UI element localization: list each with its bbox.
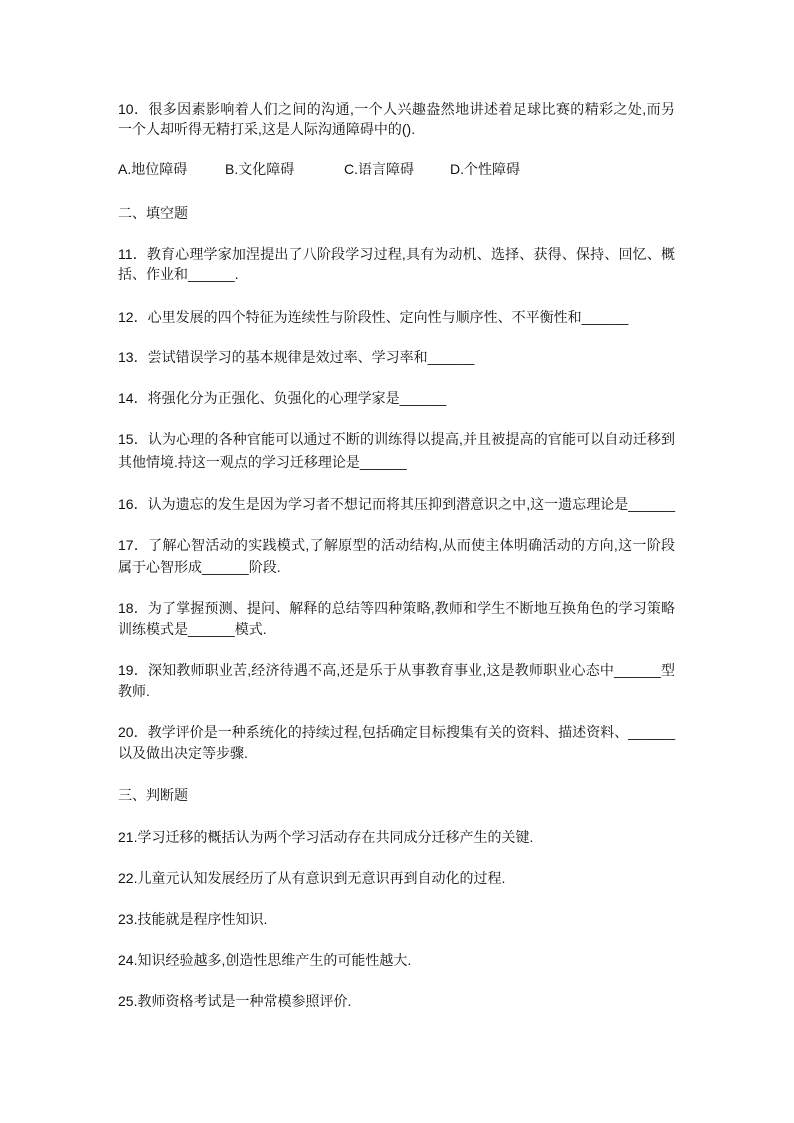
question-24: 24.知识经验越多,创造性思维产生的可能性越大. <box>118 952 412 968</box>
option-c: C.语言障碍 <box>344 161 414 177</box>
question-line: 教师. <box>118 683 150 699</box>
section-heading-true-false: 三、判断题 <box>118 787 188 803</box>
option-b: B.文化障碍 <box>225 161 295 177</box>
question-line: 一个人却听得无精打采,这是人际沟通障碍中的(). <box>118 121 416 137</box>
question-line: 其他情境.持这一观点的学习迁移理论是______ <box>118 454 407 470</box>
question-line: 属于心智形成______阶段. <box>118 559 281 575</box>
question-line: 以及做出决定等步骤. <box>118 745 248 761</box>
question-16: 16．认为遗忘的发生是因为学习者不想记而将其压抑到潜意识之中,这一遗忘理论是______ <box>118 496 675 512</box>
question-12: 12．心里发展的四个特征为连续性与阶段性、定向性与顺序性、不平衡性和______ <box>118 309 629 325</box>
question-line: 20．教学评价是一种系统化的持续过程,包括确定目标搜集有关的资料、描述资料、______ <box>118 724 675 740</box>
question-line: 17．了解心智活动的实践模式,了解原型的活动结构,从而使主体明确活动的方向,这一阶段 <box>118 537 675 553</box>
question-22: 22.儿童元认知发展经历了从有意识到无意识再到自动化的过程. <box>118 870 506 886</box>
option-d: D.个性障碍 <box>450 161 520 177</box>
question-line: 18．为了掌握预测、提问、解释的总结等四种策略,教师和学生不断地互换角色的学习策略 <box>118 600 675 616</box>
question-line: 15．认为心理的各种官能可以通过不断的训练得以提高,并且被提高的官能可以自动迁移到 <box>118 431 675 447</box>
question-14: 14．将强化分为正强化、负强化的心理学家是______ <box>118 390 447 406</box>
section-heading-fill-in: 二、填空题 <box>118 205 188 221</box>
question-line: 10．很多因素影响着人们之间的沟通,一个人兴趣盎然地讲述着足球比赛的精彩之处,而另 <box>118 101 675 117</box>
question-25: 25.教师资格考试是一种常模参照评价. <box>118 993 352 1009</box>
question-13: 13．尝试错误学习的基本规律是效过率、学习率和______ <box>118 349 475 365</box>
question-line: 19．深知教师职业苦,经济待遇不高,还是乐于从事教育事业,这是教师职业心态中______型 <box>118 662 675 678</box>
option-a: A.地位障碍 <box>118 161 188 177</box>
question-21: 21.学习迁移的概括认为两个学习活动存在共同成分迁移产生的关键. <box>118 829 534 845</box>
question-line: 括、作业和______. <box>118 266 239 282</box>
question-23: 23.技能就是程序性知识. <box>118 911 268 927</box>
question-line: 训练模式是______模式. <box>118 621 267 637</box>
question-line: 11．教育心理学家加涅提出了八阶段学习过程,具有为动机、选择、获得、保持、回忆、概 <box>118 246 675 262</box>
